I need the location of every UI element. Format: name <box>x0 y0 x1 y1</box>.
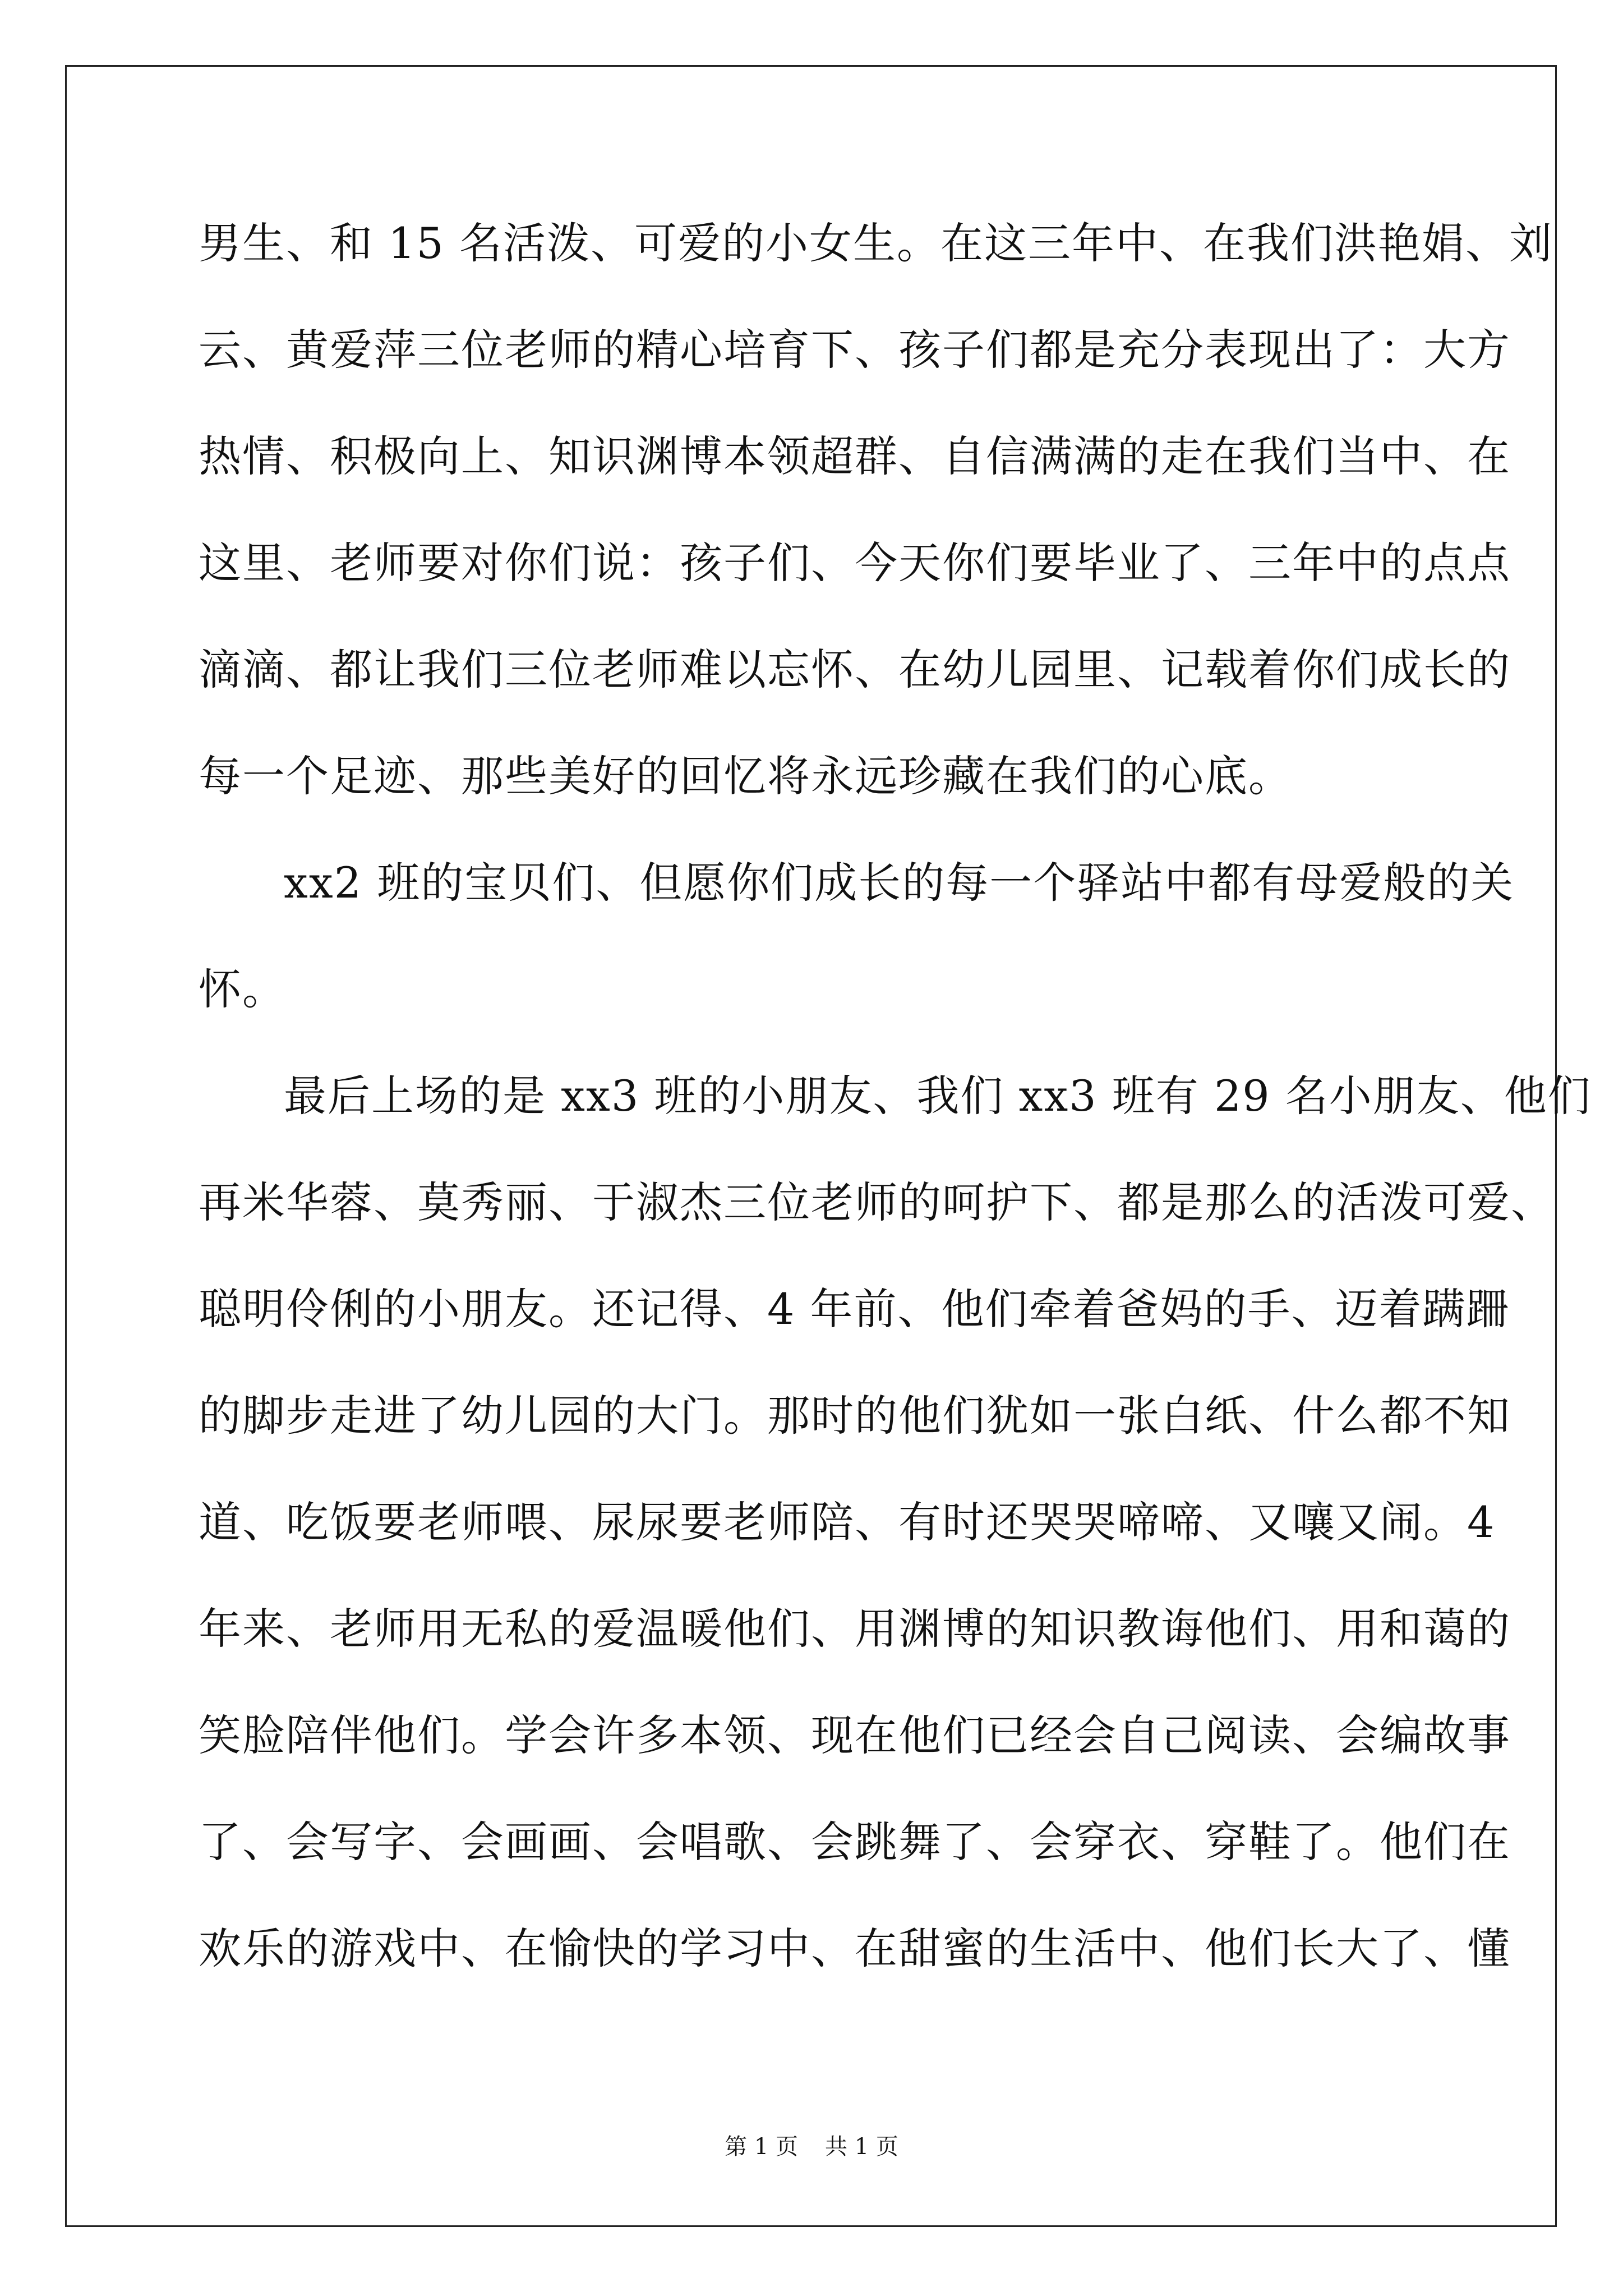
text-line: 男生、和 15 名活泼、可爱的小女生。在这三年中、在我们洪艳娟、刘 <box>199 218 1553 268</box>
text-line: 最后上场的是 xx3 班的小朋友、我们 xx3 班有 29 名小朋友、他们 <box>284 1071 1592 1121</box>
text-line: 了、会写字、会画画、会唱歌、会跳舞了、会穿衣、穿鞋了。他们在 <box>199 1817 1511 1867</box>
text-line: 道、吃饭要老师喂、尿尿要老师陪、有时还哭哭啼啼、又嚷又闹。4 <box>199 1497 1496 1547</box>
text-line: 怀。 <box>199 964 286 1014</box>
text-line: 云、黄爱萍三位老师的精心培育下、孩子们都是充分表现出了：大方 <box>199 325 1511 375</box>
text-line: 这里、老师要对你们说：孩子们、今天你们要毕业了、三年中的点点 <box>199 538 1511 588</box>
page-footer <box>0 2129 1623 2161</box>
text-line: xx2 班的宝贝们、但愿你们成长的每一个驿站中都有母爱般的关 <box>284 858 1515 908</box>
text-line: 热情、积极向上、知识渊博本领超群、自信满满的走在我们当中、在 <box>199 431 1511 481</box>
page-number-current: 第 1 页 <box>725 2134 798 2160</box>
text-line: 滴滴、都让我们三位老师难以忘怀、在幼儿园里、记载着你们成长的 <box>199 645 1511 694</box>
document-body <box>199 190 1592 2002</box>
text-line: 再米华蓉、莫秀丽、于淑杰三位老师的呵护下、都是那么的活泼可爱、 <box>199 1177 1555 1227</box>
text-line: 聪明伶俐的小朋友。还记得、4 年前、他们牵着爸妈的手、迈着蹒跚 <box>199 1284 1510 1334</box>
page-number-total: 共 1 页 <box>825 2134 898 2160</box>
text-line: 每一个足迹、那些美好的回忆将永远珍藏在我们的心底。 <box>199 751 1292 801</box>
text-line: 笑脸陪伴他们。学会许多本领、现在他们已经会自己阅读、会编故事 <box>199 1710 1511 1760</box>
text-line: 年来、老师用无私的爱温暖他们、用渊博的知识教诲他们、用和蔼的 <box>199 1604 1511 1654</box>
text-line: 欢乐的游戏中、在愉快的学习中、在甜蜜的生活中、他们长大了、懂 <box>199 1924 1511 1973</box>
text-line: 的脚步走进了幼儿园的大门。那时的他们犹如一张白纸、什么都不知 <box>199 1391 1511 1441</box>
